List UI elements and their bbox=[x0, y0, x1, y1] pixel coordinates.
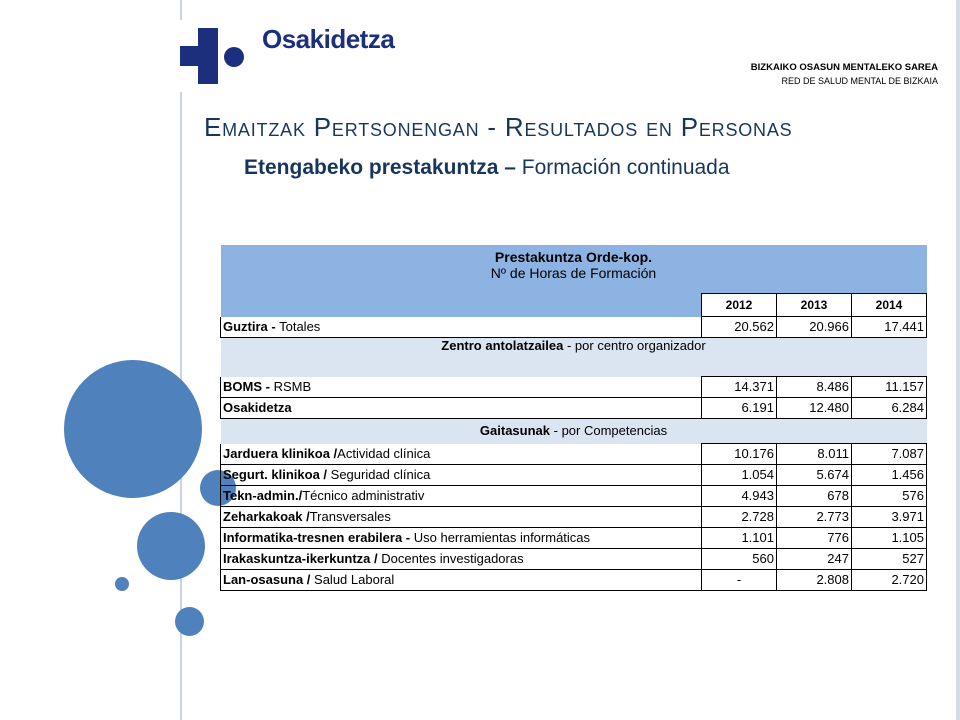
row-label bbox=[221, 377, 702, 398]
cell-value: 247 bbox=[777, 549, 852, 570]
cell-value: 6.284 bbox=[852, 398, 927, 419]
cell-value: 776 bbox=[777, 528, 852, 549]
row-label-bold: Tekn-admin./ bbox=[223, 488, 303, 503]
row-label-rest: RSMB bbox=[269, 378, 312, 394]
table-row-total bbox=[221, 317, 927, 338]
osakidetza-logo-icon bbox=[180, 20, 246, 92]
row-label bbox=[221, 528, 702, 549]
cell-value: - bbox=[702, 570, 777, 591]
org-name-es: RED DE SALUD MENTAL DE BIZKAIA bbox=[781, 76, 938, 86]
row-label-rest: Totales bbox=[275, 318, 321, 334]
table-row bbox=[221, 444, 927, 465]
section-header-centro bbox=[221, 338, 927, 377]
table-row bbox=[221, 570, 927, 591]
row-label bbox=[221, 444, 702, 465]
table-row bbox=[221, 398, 927, 419]
decor-circle-tiny bbox=[115, 577, 129, 591]
cell-value: 8.011 bbox=[777, 444, 852, 465]
table-row bbox=[221, 377, 927, 398]
cell-value: 6.191 bbox=[702, 398, 777, 419]
subtitle-bold: Etengabeko prestakuntza – bbox=[244, 156, 516, 179]
cell-value: 20.562 bbox=[702, 317, 777, 338]
cell-value: 8.486 bbox=[777, 377, 852, 398]
table-row bbox=[221, 486, 927, 507]
row-label-bold: Informatika-tresnen erabilera - bbox=[223, 530, 411, 545]
table-header-es: Nº de Horas de Formación bbox=[490, 265, 657, 281]
decor-circle-medium bbox=[137, 512, 205, 580]
right-edge-bar bbox=[956, 0, 960, 720]
row-label-rest: Actividad clínica bbox=[337, 445, 431, 461]
year-header: 2014 bbox=[852, 294, 927, 317]
row-label-bold: Zeharkakoak / bbox=[223, 509, 310, 524]
year-header: 2013 bbox=[777, 294, 852, 317]
table-row bbox=[221, 507, 927, 528]
cell-value: 3.971 bbox=[852, 507, 927, 528]
row-label-bold: Segurt. klinikoa / bbox=[223, 467, 328, 482]
row-label-bold: BOMS - bbox=[223, 378, 270, 394]
cell-value: 678 bbox=[777, 486, 852, 507]
cell-value: 1.101 bbox=[702, 528, 777, 549]
cell-value: 20.966 bbox=[777, 317, 852, 338]
cell-value: 1.054 bbox=[702, 465, 777, 486]
cell-value: 560 bbox=[702, 549, 777, 570]
cell-value: 1.456 bbox=[852, 465, 927, 486]
training-hours-table bbox=[220, 245, 927, 591]
table-header-eu: Prestakuntza Orde-kop. bbox=[494, 249, 653, 265]
section-bold: Zentro antolatzailea bbox=[441, 338, 564, 353]
row-label bbox=[221, 465, 702, 486]
table-row bbox=[221, 465, 927, 486]
cell-value: 7.087 bbox=[852, 444, 927, 465]
section-rest: - por centro organizador bbox=[563, 338, 706, 353]
org-name-eu: BIZKAIKO OSASUN MENTALEKO SAREA bbox=[750, 62, 938, 73]
row-label-rest: Docentes investigadoras bbox=[377, 551, 524, 566]
row-label-bold: Irakaskuntza-ikerkuntza / bbox=[223, 551, 378, 566]
row-label-rest: Técnico administrativ bbox=[302, 488, 425, 503]
cell-value: 2.720 bbox=[852, 570, 927, 591]
cell-value: 576 bbox=[852, 486, 927, 507]
table-row bbox=[221, 549, 927, 570]
cell-value: 10.176 bbox=[702, 444, 777, 465]
subtitle-rest: Formación continuada bbox=[515, 156, 730, 179]
row-label bbox=[221, 549, 702, 570]
page-title: Emaitzak Pertsonengan - Resultados en Personas bbox=[204, 112, 793, 142]
row-label-rest: Salud Laboral bbox=[310, 572, 395, 587]
row-label bbox=[221, 317, 702, 338]
cell-value: 11.157 bbox=[852, 377, 927, 398]
cell-value: 17.441 bbox=[852, 317, 927, 338]
row-label-bold: Guztira - bbox=[223, 318, 276, 334]
cell-value: 14.371 bbox=[702, 377, 777, 398]
cell-value: 2.728 bbox=[702, 507, 777, 528]
row-label bbox=[221, 486, 702, 507]
cell-value: 527 bbox=[852, 549, 927, 570]
section-bold: Gaitasunak bbox=[479, 423, 551, 438]
table-row bbox=[221, 528, 927, 549]
cell-value: 12.480 bbox=[777, 398, 852, 419]
decor-circle-small bbox=[175, 607, 204, 636]
row-label-bold: Jarduera klinikoa / bbox=[223, 445, 338, 461]
section-header-competencias bbox=[221, 419, 927, 444]
cell-value: 4.943 bbox=[702, 486, 777, 507]
row-label-rest: Uso herramientas informáticas bbox=[410, 530, 591, 545]
table-header bbox=[221, 245, 927, 294]
section-rest: - por Competencias bbox=[550, 423, 668, 438]
page-subtitle bbox=[244, 156, 730, 180]
row-label bbox=[221, 570, 702, 591]
row-label-rest: Seguridad clínica bbox=[327, 467, 431, 482]
row-label-bold: Osakidetza bbox=[223, 400, 292, 415]
cell-value: 2.773 bbox=[777, 507, 852, 528]
row-label bbox=[221, 398, 702, 419]
year-header-spacer bbox=[221, 294, 702, 317]
cell-value: 5.674 bbox=[777, 465, 852, 486]
cell-value: 2.808 bbox=[777, 570, 852, 591]
row-label-rest: Transversales bbox=[309, 509, 391, 524]
decor-circle-large bbox=[64, 360, 202, 498]
row-label bbox=[221, 507, 702, 528]
row-label-bold: Lan-osasuna / bbox=[223, 572, 311, 587]
brand-name: Osakidetza bbox=[262, 24, 395, 54]
cell-value: 1.105 bbox=[852, 528, 927, 549]
year-header: 2012 bbox=[702, 294, 777, 317]
